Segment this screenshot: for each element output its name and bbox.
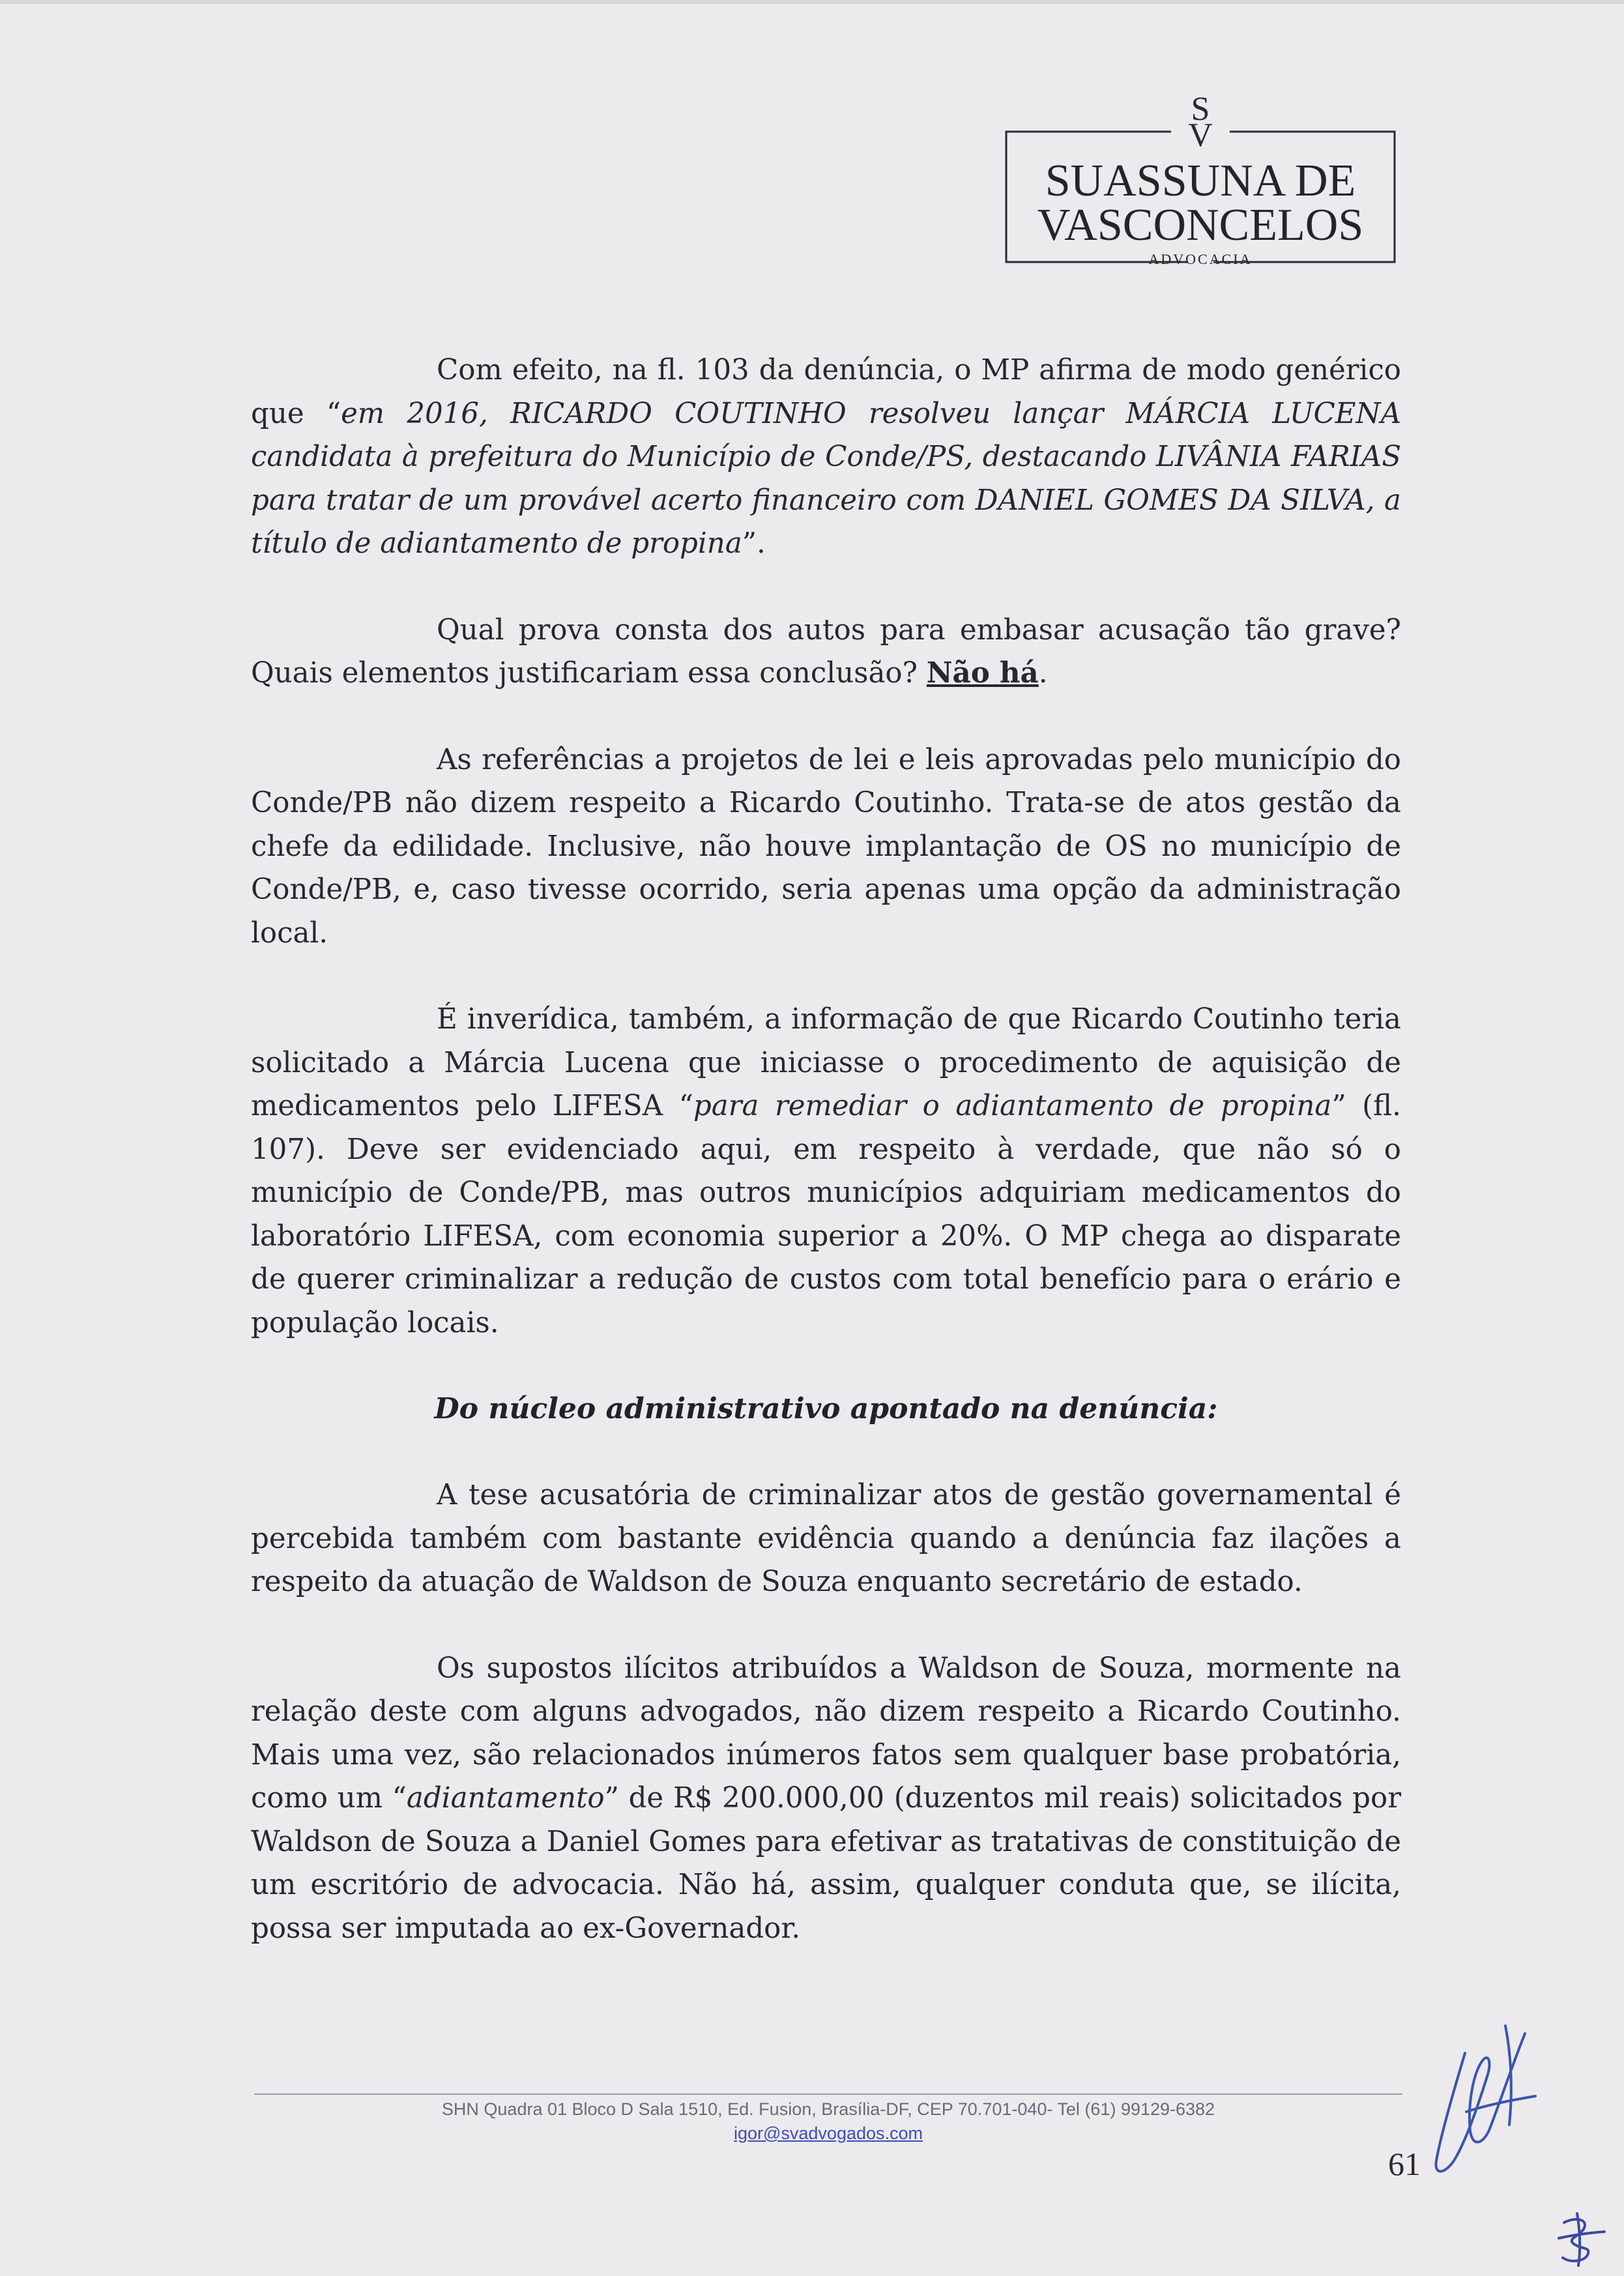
footer-divider xyxy=(254,2094,1402,2095)
logo-name-line1: SUASSUNA DE xyxy=(1045,156,1356,206)
handwritten-initials xyxy=(1427,2014,1538,2183)
paragraph-6-quote: adiantamento xyxy=(406,1782,605,1815)
footer-email-link[interactable]: igor@svadvogados.com xyxy=(733,2123,923,2143)
paragraph-1 xyxy=(251,349,1401,566)
paragraph-6-text-a: Os supostos ilícitos atribuídos a Waldson de Souza, mormente na relação deste com alguns advogados, não dizem respeito a Ricardo Coutinho. Mais uma vez, são relacionados inúmeros fatos sem qualquer base probatória, como um “ xyxy=(251,1652,1401,1815)
paragraph-5: A tese acusatória de criminalizar atos de gestão governamental é percebida também com bastante evidência quando a denúncia faz ilações a respeito da atuação de Waldson de Souza enquanto secretário de estado. xyxy=(251,1479,1401,1598)
paragraph-4-text-b: ” (fl. 107). Deve ser evidenciado aqui, em respeito à verdade, que não só o município de Conde/PB, mas outros municípios adquiriam medicamentos do laboratório LIFESA, com economia superior a 20%. O MP chega ao disparate de querer criminalizar a redução de custos com total benefício para o erário e população locais. xyxy=(251,1090,1401,1339)
paragraph-4 xyxy=(251,998,1401,1345)
logo-monogram xyxy=(1174,91,1226,154)
paragraph-1-quote: em 2016, RICARDO COUTINHO resolveu lançar MÁRCIA LUCENA candidata à prefeitura do Município de Conde/PS, destacando LIVÂNIA FARIAS para tratar de um provável acerto financeiro com DANIEL GOMES DA SILVA, a título de adiantamento de propina xyxy=(251,397,1401,560)
document-body xyxy=(251,349,1401,1950)
paragraph-4-quote: para remediar o adiantamento de propina xyxy=(693,1090,1332,1122)
paragraph-2-text-b: . xyxy=(1038,657,1048,690)
footer-email xyxy=(254,2122,1402,2144)
paragraph-2 xyxy=(251,609,1401,695)
firm-logo xyxy=(1005,91,1396,267)
paragraph-3: As referências a projetos de lei e leis aprovadas pelo município do Conde/PB não dizem respeito a Ricardo Coutinho. Trata-se de atos gestão da chefe da edilidade. Inclusive, não houve implantação de OS no município de Conde/PB, e, caso tivesse ocorrido, seria apenas uma opção da administração local. xyxy=(251,743,1401,950)
section-heading: Do núcleo administrativo apontado na denúncia: xyxy=(434,1392,1218,1425)
scan-top-edge xyxy=(0,0,1624,4)
handwritten-page-mark xyxy=(1551,2210,1610,2268)
paragraph-4-text-a: É inverídica, também, a informação de que Ricardo Coutinho teria solicitado a Márcia Lucena que iniciasse o procedimento de aquisição de medicamentos pelo LIFESA “ xyxy=(251,1003,1401,1122)
paragraph-2-emphasis: Não há xyxy=(926,656,1039,690)
logo-name-line2: VASCONCELOS xyxy=(1037,200,1364,250)
paragraph-1-text-b: ”. xyxy=(742,527,766,560)
paragraph-6-text-b: ” de R$ 200.000,00 (duzentos mil reais) solicitados por Waldson de Souza a Daniel Gomes para efetivar as tratativas de constituição de um escritório de advocacia. Não há, assim, qualquer conduta que, se ilícita, possa ser imputada ao ex-Governador. xyxy=(251,1782,1401,1945)
logo-monogram-v: V xyxy=(1188,117,1213,154)
logo-monogram-s: S xyxy=(1191,91,1210,128)
paragraph-2-text-a: Qual prova consta dos autos para embasar acusação tão grave? Quais elementos justificariam essa conclusão? xyxy=(251,613,1401,690)
page-number: 61 xyxy=(1388,2146,1421,2182)
footer-address: SHN Quadra 01 Bloco D Sala 1510, Ed. Fusion, Brasília-DF, CEP 70.701-040- Tel (61) 99129-6382 xyxy=(441,2099,1215,2119)
logo-subtitle: ADVOCACIA xyxy=(1148,251,1253,267)
paragraph-1-text-a: Com efeito, na fl. 103 da denúncia, o MP afirma de modo genérico que “ xyxy=(251,354,1401,430)
paragraph-6 xyxy=(251,1647,1401,1951)
